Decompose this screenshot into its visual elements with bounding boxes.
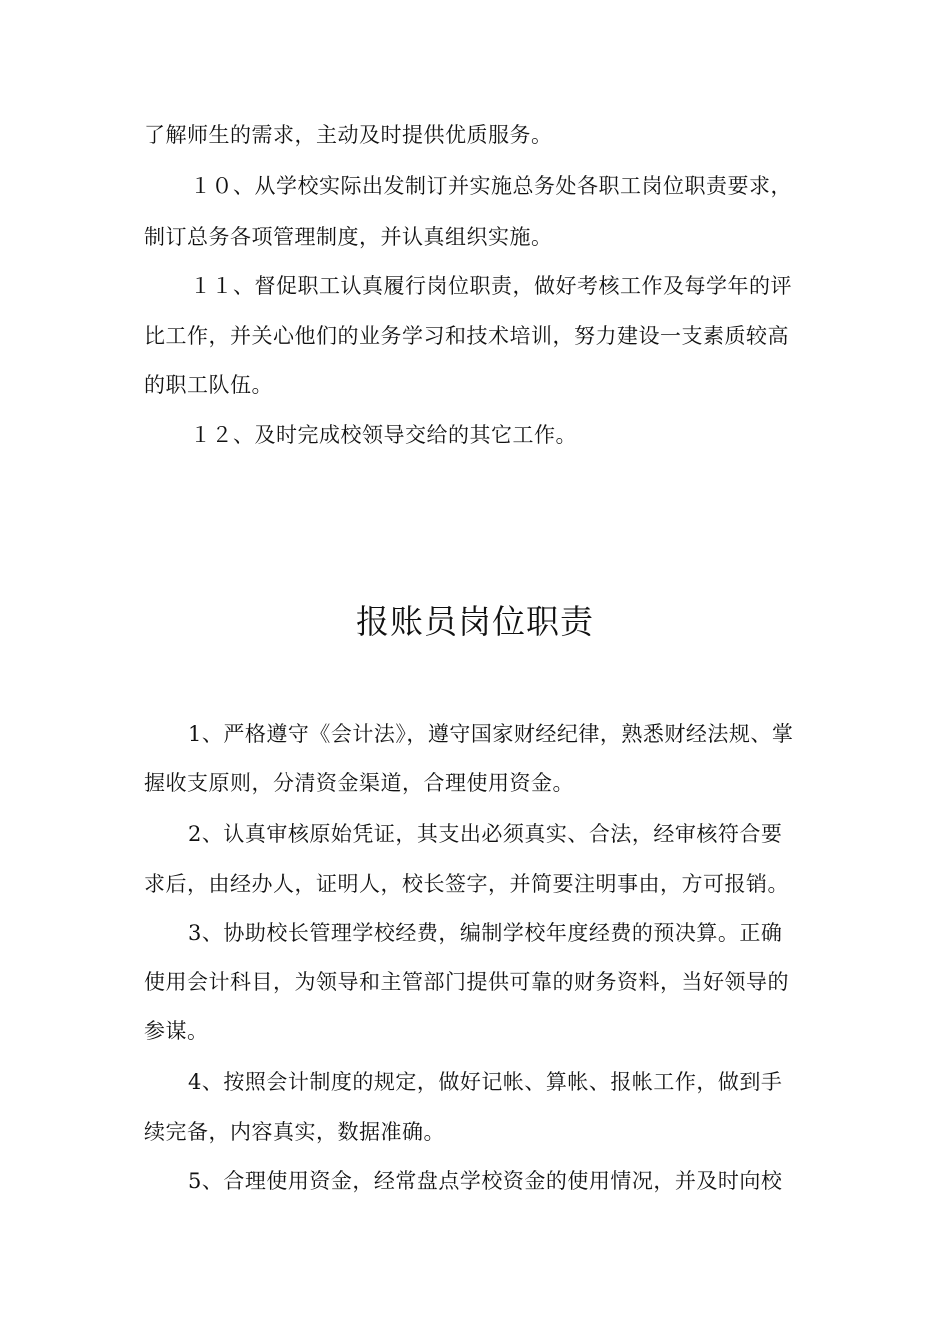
paragraph-line: 续完备，内容真实，数据准确。 <box>144 1120 445 1144</box>
paragraph-line: 求后，由经办人，证明人，校长签字，并简要注明事由，方可报销。 <box>144 872 789 896</box>
paragraph-line: 参谋。 <box>144 1019 209 1043</box>
paragraph-line: 1、严格遵守《会计法》，遵守国家财经纪律，熟悉财经法规、掌 <box>188 722 794 746</box>
paragraph-line: １１、督促职工认真履行岗位职责，做好考核工作及每学年的评 <box>190 274 792 298</box>
paragraph-line: １２、及时完成校领导交给的其它工作。 <box>190 423 577 447</box>
paragraph-line: 4、按照会计制度的规定，做好记帐、算帐、报帐工作，做到手 <box>188 1070 783 1094</box>
paragraph-line: 握收支原则，分清资金渠道，合理使用资金。 <box>144 771 574 795</box>
paragraph-line: 5、合理使用资金，经常盘点学校资金的使用情况，并及时向校 <box>188 1169 783 1193</box>
paragraph-line: 的职工队伍。 <box>144 373 273 397</box>
paragraph-line: 2、认真审核原始凭证，其支出必须真实、合法，经审核符合要 <box>188 822 783 846</box>
paragraph-line: 了解师生的需求，主动及时提供优质服务。 <box>144 123 553 147</box>
paragraph-line: １０、从学校实际出发制订并实施总务处各职工岗位职责要求， <box>190 174 792 198</box>
paragraph-line: 3、协助校长管理学校经费，编制学校年度经费的预决算。正确 <box>188 921 783 945</box>
paragraph-line: 制订总务各项管理制度，并认真组织实施。 <box>144 225 553 249</box>
paragraph-line: 比工作，并关心他们的业务学习和技术培训，努力建设一支素质较高 <box>144 324 789 348</box>
paragraph-line: 使用会计科目，为领导和主管部门提供可靠的财务资料，当好领导的 <box>144 970 789 994</box>
section-title: 报账员岗位职责 <box>356 602 594 641</box>
